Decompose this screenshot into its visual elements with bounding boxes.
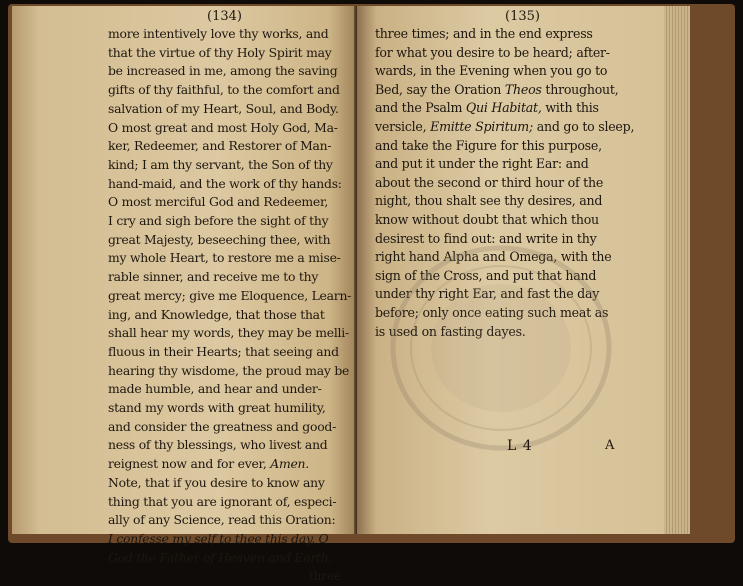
text-line: ness of thy blessings, who livest and — [108, 437, 328, 453]
text-line: salvation of my Heart, Soul, and Body. — [108, 100, 339, 116]
text-line — [375, 81, 670, 100]
text-span: Bed, say the Oration — [375, 81, 505, 97]
text-line: and take the Figure for this purpose, — [375, 137, 602, 153]
text-line: I cry and sigh before the sight of thy — [108, 213, 329, 229]
text-line: and put it under the right Ear: and — [375, 156, 589, 172]
text-line: before; only once eating such meat as — [375, 304, 609, 320]
amen-word: Amen. — [270, 456, 309, 472]
text-line: my whole Heart, to restore me a mise- — [108, 250, 341, 266]
right-page — [357, 6, 690, 534]
italic-word: Theos — [504, 81, 542, 97]
italic-word: Emitte Spiritum; — [430, 118, 533, 134]
left-text-block — [108, 25, 352, 586]
text-line: is used on fasting dayes. — [375, 323, 526, 339]
text-line: kind; I am thy servant, the Son of thy — [108, 156, 333, 172]
faded-seal-stamp — [387, 242, 615, 454]
text-line: hearing thy wisdome, the proud may be — [108, 362, 350, 378]
text-span: throughout, — [541, 81, 619, 97]
italic-line — [108, 530, 341, 549]
text-line — [375, 118, 670, 137]
text-line: that the virtue of thy Holy Spirit may — [108, 44, 332, 60]
catchword: three — [308, 568, 341, 584]
text-line: three times; and in the end express — [375, 26, 593, 41]
text-line — [108, 455, 341, 474]
text-line: and consider the greatness and good- — [108, 418, 337, 434]
text-line — [375, 99, 670, 118]
text-line: be increased in me, among the saving — [108, 63, 338, 79]
text-span: and the Psalm — [375, 100, 466, 116]
signature-letter: A — [605, 438, 615, 453]
text-line: night, thou shalt see thy desires, and — [375, 193, 603, 209]
text-line: made humble, and hear and under- — [108, 381, 322, 397]
text-line: under thy right Ear, and fast the day — [375, 286, 600, 302]
text-line: rable sinner, and receive me to thy — [108, 269, 319, 285]
text-line: desirest to find out: and write in thy — [375, 230, 597, 246]
text-line: shall hear my words, they may be melli- — [108, 325, 349, 341]
text-line: O most merciful God and Redeemer, — [108, 194, 329, 210]
page-edges — [664, 6, 690, 534]
text-line: for what you desire to be heard; after- — [375, 44, 610, 60]
text-line: great Majesty, beseeching thee, with — [108, 231, 331, 247]
text-span: with this — [541, 100, 599, 116]
text-line: thing that you are ignorant of, especi- — [108, 493, 337, 509]
text-span: versicle, — [375, 118, 431, 134]
text-span: and go to sleep, — [533, 118, 635, 134]
text-line: stand my words with great humility, — [108, 400, 326, 416]
text-line: O most great and most Holy God, Ma- — [108, 119, 338, 135]
text-line: more intentively love thy works, and — [108, 26, 329, 41]
italic-text: I confesse my self to thee this day, O — [108, 530, 329, 546]
text-line: about the second or third hour of the — [375, 174, 604, 190]
text-line: great mercy; give me Eloquence, Learn- — [108, 287, 352, 303]
signature-mark: L 4 — [507, 438, 533, 454]
page-number-right: (135) — [505, 9, 540, 24]
text-line: hand-maid, and the work of thy hands: — [108, 175, 342, 191]
text-line: right hand Alpha and Omega, with the — [375, 249, 612, 265]
text-line: wards, in the Evening when you go to — [375, 63, 608, 79]
italic-line — [108, 549, 341, 568]
text-line: sign of the Cross, and put that hand — [375, 267, 597, 283]
text-line: know without doubt that which thou — [375, 211, 599, 227]
page-number-left: (134) — [207, 9, 242, 24]
text-line: gifts of thy faithful, to the comfort and — [108, 82, 340, 98]
text-span: reignest now and for ever, — [108, 456, 267, 472]
text-line: Note, that if you desire to know any — [108, 474, 325, 490]
text-line: ing, and Knowledge, that those that — [108, 306, 325, 322]
text-line: ally of any Science, read this Oration: — [108, 512, 336, 528]
left-page — [12, 6, 357, 584]
italic-text: God the Father of Heaven and Earth, — [108, 549, 333, 565]
text-line: ker, Redeemer, and Restorer of Man- — [108, 138, 332, 154]
text-line: fluous in their Hearts; that seeing and — [108, 343, 339, 359]
italic-word: Qui Habitat, — [465, 100, 542, 116]
